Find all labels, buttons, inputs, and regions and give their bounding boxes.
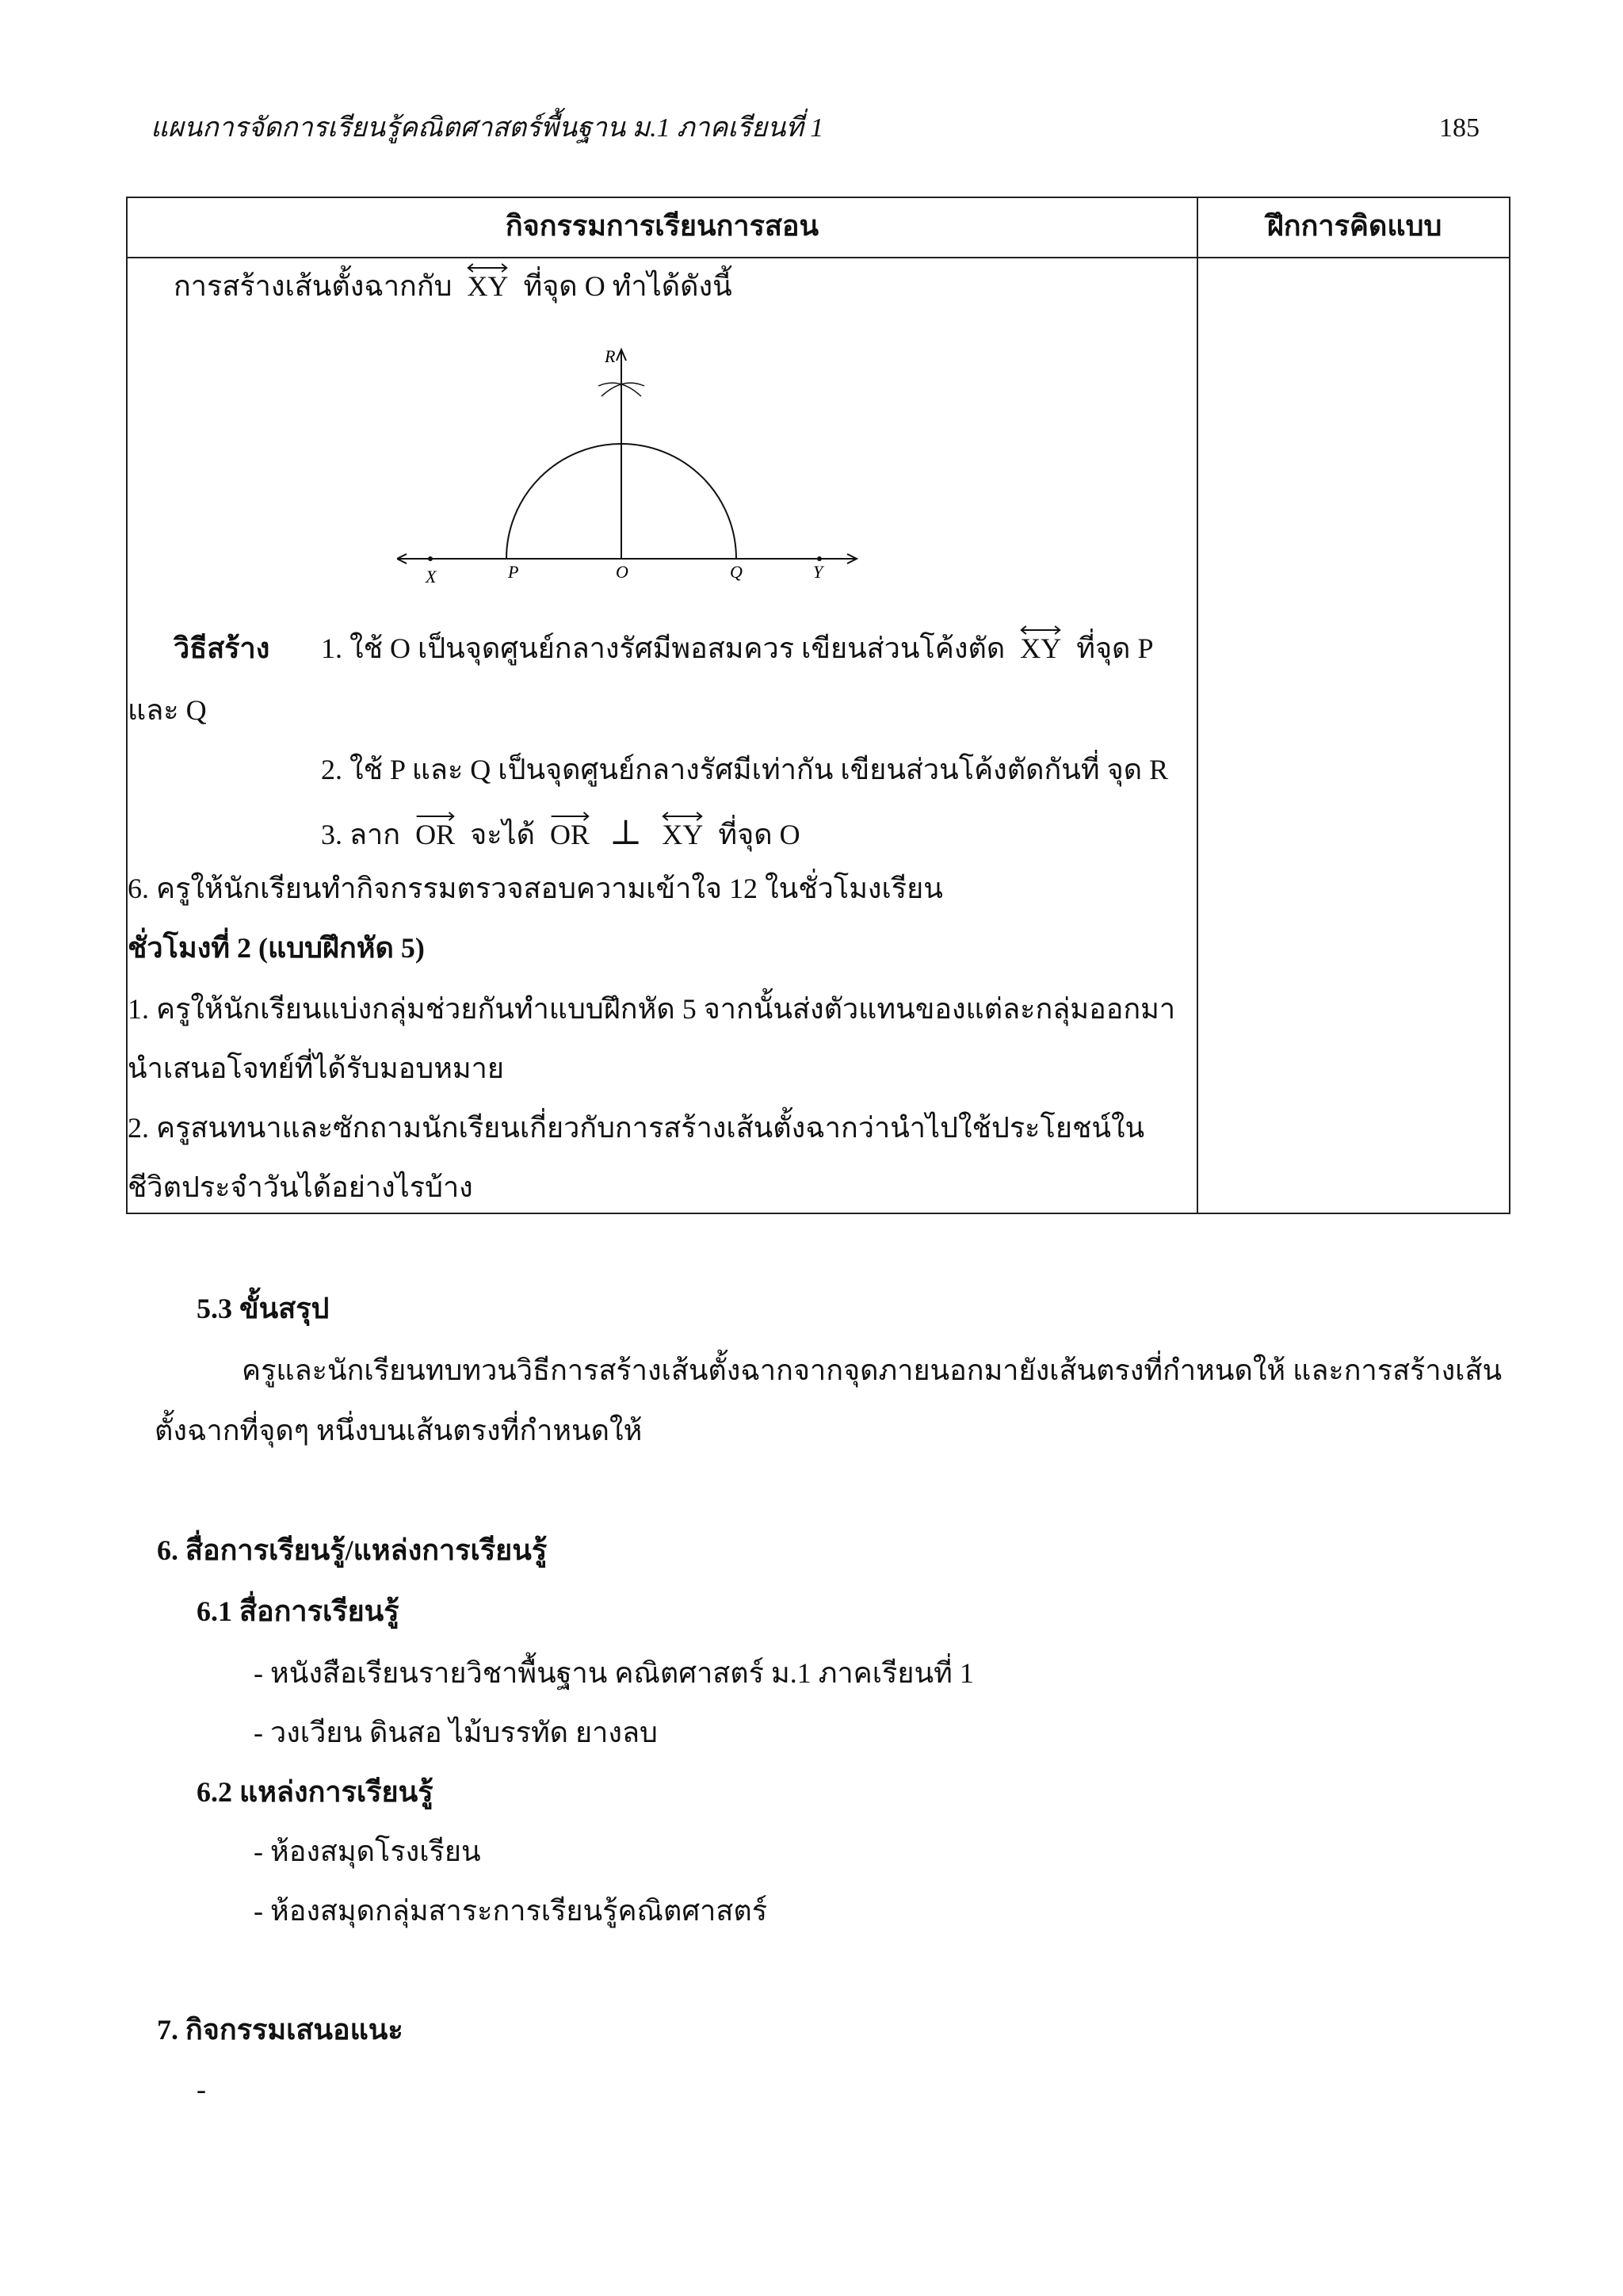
activity-table [126, 197, 1510, 1214]
section-6-title: 6. สื่อการเรียนรู้/แหล่งการเรียนรู้ [157, 1534, 548, 1566]
hour-2-item-2-cont: ชีวิตประจำวันได้อย่างไรบ้าง [128, 1171, 473, 1203]
section-7-title: 7. กิจกรรมเสนอแนะ [157, 2014, 403, 2046]
label-q: Q [730, 562, 743, 582]
section-5-3-title: 5.3 ขั้นสรุป [197, 1293, 330, 1324]
ray-or-notation: OR [415, 818, 455, 852]
list-item: - ห้องสมุดโรงเรียน [254, 1836, 481, 1867]
intro-line: การสร้างเส้นตั้งฉากกับ XY ที่จุด O ทำได้ดังนี้ [174, 269, 732, 304]
table-header-divider [128, 257, 1509, 258]
step-3: 3. ลาก OR จะได้ OR ⊥ XY ที่จุด O [321, 813, 800, 852]
perpendicular-symbol: ⊥ [609, 813, 643, 852]
ray-or-notation: OR [550, 818, 590, 852]
label-r: R [605, 346, 616, 366]
label-x: X [426, 567, 437, 586]
section-5-3-para-cont: ตั้งฉากที่จุดๆ หนึ่งบนเส้นตรงที่กำหนดให้ [155, 1415, 643, 1446]
step-2: 2. ใช้ P และ Q เป็นจุดศูนย์กลางรัศมีเท่ากัน เขียนส่วนโค้งตัดกันที่ จุด R [321, 754, 1169, 785]
section-6-1-title: 6.1 สื่อการเรียนรู้ [197, 1595, 399, 1627]
page-number: 185 [1439, 113, 1480, 143]
hour-2-item-2: 2. ครูสนทนาและซักถามนักเรียนเกี่ยวกับการสร้างเส้นตั้งฉากว่านำไปใช้ประโยชน์ใน [128, 1112, 1145, 1144]
line-xy-notation: XY [1020, 632, 1061, 666]
line-xy-notation: XY [662, 818, 703, 852]
label-y: Y [813, 562, 823, 582]
hour-2-heading: ชั่วโมงที่ 2 (แบบฝึกหัด 5) [128, 932, 425, 964]
running-header-title: แผนการจัดการเรียนรู้คณิตศาสตร์พื้นฐาน ม.1 ภาคเรียนที่ 1 [151, 113, 824, 143]
list-item: - หนังสือเรียนรายวิชาพื้นฐาน คณิตศาสตร์ ม.1 ภาคเรียนที่ 1 [254, 1657, 974, 1689]
list-item: - วงเวียน ดินสอ ไม้บรรทัด ยางลบ [254, 1717, 658, 1748]
hour-2-item-1: 1. ครูให้นักเรียนแบ่งกลุ่มช่วยกันทำแบบฝึกหัด 5 จากนั้นส่งตัวแทนของแต่ละกลุ่มออกมา [128, 993, 1176, 1025]
section-7-content: - [197, 2073, 206, 2105]
point-y [817, 556, 822, 561]
step-1: 1. ใช้ O เป็นจุดศูนย์กลางรัศมีพอสมควร เขียนส่วนโค้งตัด XY ที่จุด P [321, 632, 1153, 666]
label-p: P [508, 562, 519, 582]
method-label: วิธีสร้าง [174, 632, 270, 664]
step-1-continued: และ Q [128, 694, 207, 726]
section-6-2-title: 6.2 แหล่งการเรียนรู้ [197, 1776, 433, 1808]
point-x [428, 556, 433, 561]
perpendicular-construction-diagram [397, 345, 936, 598]
table-header-activities: กิจกรรมการเรียนการสอน [505, 210, 819, 242]
activity-item-6: 6. ครูให้นักเรียนทำกิจกรรมตรวจสอบความเข้าใจ 12 ในชั่วโมงเรียน [128, 873, 943, 904]
line-xy-notation: XY [467, 269, 508, 304]
table-header-thinking: ฝึกการคิดแบบ [1266, 210, 1442, 242]
list-item: - ห้องสมุดกลุ่มสาระการเรียนรู้คณิตศาสตร์ [254, 1895, 768, 1927]
label-o: O [616, 562, 628, 582]
hour-2-item-1-cont: นำเสนอโจทย์ที่ได้รับมอบหมาย [128, 1052, 504, 1084]
section-5-3-para: ครูและนักเรียนทบทวนวิธีการสร้างเส้นตั้งฉากจากจุดภายนอกมายังเส้นตรงที่กำหนดให้ และการสร้างเส้น [242, 1354, 1503, 1386]
table-column-divider [1197, 198, 1198, 1213]
